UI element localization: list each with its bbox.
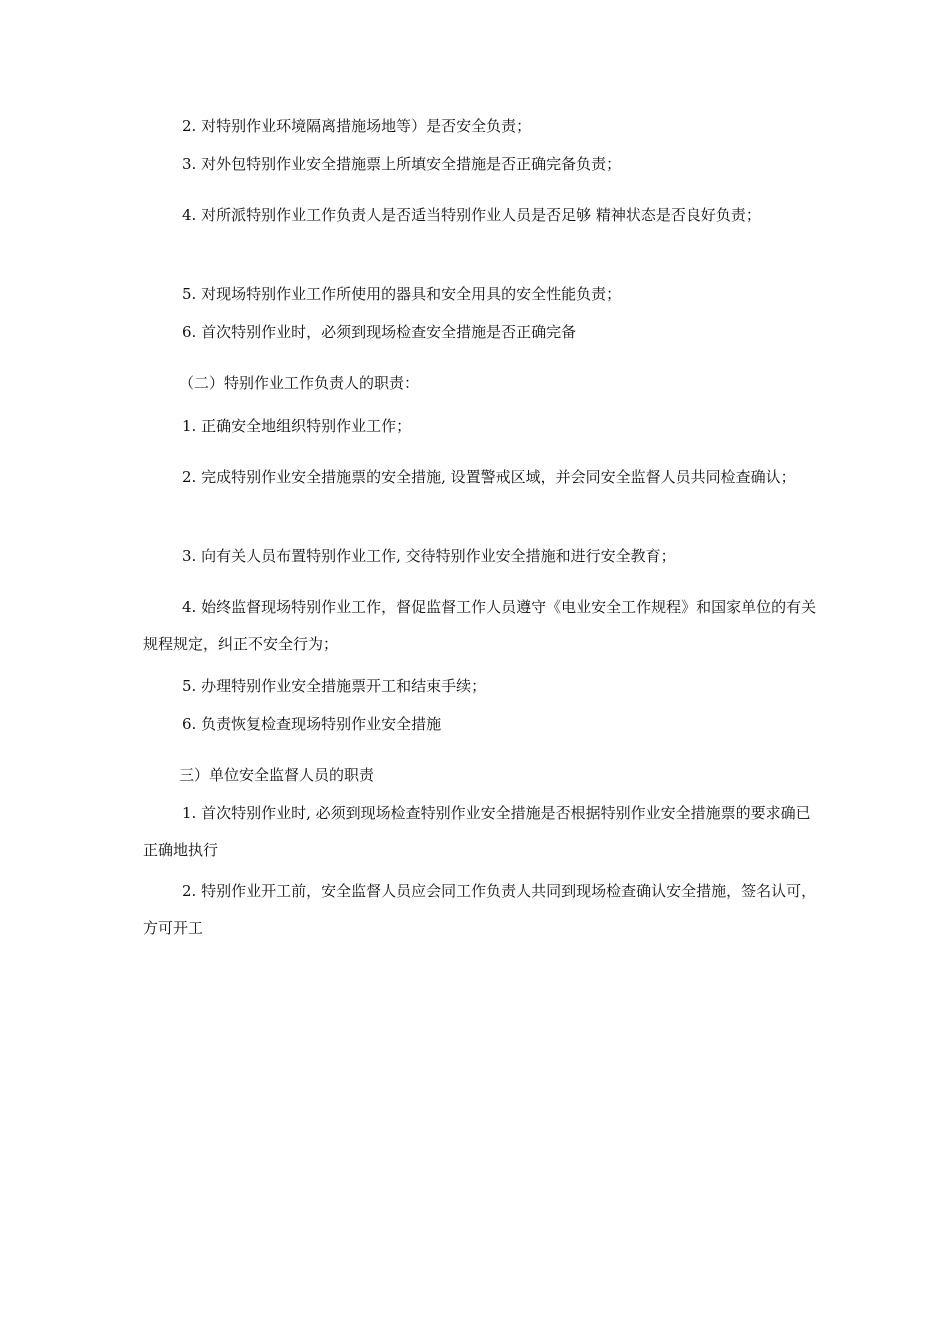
paragraph-item-5b: 5. 办理特别作业安全措施票开工和结束手续； bbox=[182, 677, 487, 695]
paragraph-item-3: 3. 对外包特别作业安全措施票上所填安全措施是否正确完备负责； bbox=[182, 155, 622, 173]
section-heading-3: 三）单位安全监督人员的职责 bbox=[179, 766, 375, 784]
section-heading-2: （二）特别作业工作负责人的职责： bbox=[179, 374, 420, 392]
paragraph-item-2b: 2. 完成特别作业安全措施票的安全措施, 设置警戒区域，并会同安全监督人员共同检查确认； bbox=[182, 468, 796, 486]
paragraph-item-1: 1. 正确安全地组织特别作业工作； bbox=[182, 417, 412, 435]
paragraph-item-6b: 6. 负责恢复检查现场特别作业安全措施 bbox=[182, 715, 442, 733]
paragraph-item-2: 2. 对特别作业环境隔离措施场地等）是否安全负责； bbox=[182, 117, 532, 135]
paragraph-item-4b: 4. 始终监督现场特别作业工作，督促监督工作人员遵守《电业安全工作规程》和国家单位的有关规程规定，纠正不安全行为； bbox=[143, 598, 817, 653]
paragraph-item-5: 5. 对现场特别作业工作所使用的器具和安全用具的安全性能负责； bbox=[182, 285, 622, 303]
paragraph-item-3b: 3. 向有关人员布置特别作业工作, 交待特别作业安全措施和进行安全教育； bbox=[182, 547, 676, 565]
paragraph-item-1c: 1. 首次特别作业时, 必须到现场检查特别作业安全措施是否根据特别作业安全措施票的要求确已正确地执行 bbox=[143, 804, 811, 859]
paragraph-item-2c: 2. 特别作业开工前，安全监督人员应会同工作负责人共同到现场检查确认安全措施，签名认可，方可开工 bbox=[143, 882, 817, 937]
paragraph-item-6: 6. 首次特别作业时，必须到现场检查安全措施是否正确完备 bbox=[182, 323, 577, 341]
paragraph-item-4: 4. 对所派特别作业工作负责人是否适当特别作业人员是否足够 精神状态是否良好负责； bbox=[182, 206, 761, 224]
